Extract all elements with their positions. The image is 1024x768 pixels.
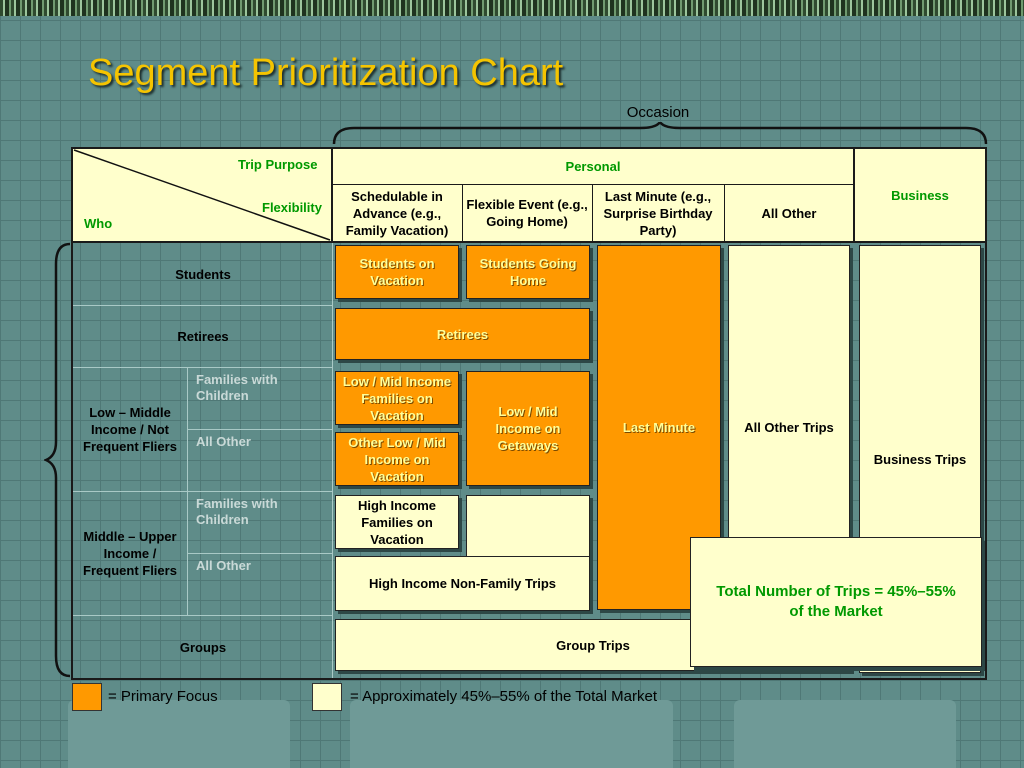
- sub-row-families-low: Families with Children: [196, 372, 278, 403]
- flexibility-label: Flexibility: [262, 200, 322, 215]
- sub-row-families-upper: Families with Children: [196, 496, 278, 527]
- segment-other-low-mid: Other Low / Mid Income on Vacation: [335, 432, 459, 486]
- top-decorative-strip: [0, 0, 1024, 16]
- sub-row-allother-upper: All Other: [196, 558, 251, 573]
- grid-line: [188, 429, 332, 430]
- segment-high-income-nonfamily: High Income Non-Family Trips: [335, 556, 590, 611]
- legend-swatch-orange: [72, 683, 102, 711]
- segment-all-other-trips: All Other Trips: [728, 245, 850, 610]
- legend-swatch-cream: [312, 683, 342, 711]
- total-trips-callout: Total Number of Trips = 45%–55% of the Market: [690, 537, 982, 667]
- header-divider-v: [592, 184, 593, 242]
- row-label-students: Students: [175, 266, 231, 282]
- legend-approx-market: = Approximately 45%–55% of the Total Market: [350, 688, 657, 705]
- row-label-low-middle: Low – Middle Income / Not Frequent Fliers: [83, 404, 177, 454]
- header-business: Business: [854, 148, 986, 242]
- row-label-middle-upper: Middle – Upper Income / Frequent Fliers: [83, 528, 177, 578]
- segment-students-vacation: Students on Vacation: [335, 245, 459, 299]
- occasion-label: Occasion: [626, 104, 690, 121]
- grid-line: [332, 242, 333, 678]
- grid-line: [187, 367, 188, 615]
- segment-last-minute: Last Minute: [597, 245, 721, 610]
- grid-line: [72, 615, 332, 616]
- header-divider-h: [332, 184, 854, 185]
- header-divider-v: [853, 148, 855, 242]
- segment-students-home: Students Going Home: [466, 245, 590, 299]
- header-divider-v: [724, 184, 725, 242]
- header-col-allother: All Other: [724, 184, 854, 242]
- occasion-brace: [330, 122, 990, 146]
- row-label-retirees: Retirees: [177, 328, 229, 344]
- sub-row-allother-low: All Other: [196, 434, 251, 449]
- segment-low-mid-families: Low / Mid Income Families on Vacation: [335, 371, 459, 425]
- legend-primary-focus: = Primary Focus: [108, 688, 218, 705]
- row-label-groups: Groups: [179, 639, 227, 655]
- header-col-flexible: Flexible Event (e.g., Going Home): [462, 184, 592, 242]
- header-col-lastminute: Last Minute (e.g., Surprise Birthday Party): [592, 184, 724, 242]
- header-divider-v: [331, 148, 333, 242]
- who-label: Who: [84, 216, 113, 231]
- header-personal: Personal: [332, 148, 854, 184]
- segment-low-mid-getaways: Low / Mid Income on Getaways: [466, 371, 590, 486]
- segment-retirees: Retirees: [335, 308, 590, 360]
- segment-group-trips: Group Trips: [335, 619, 851, 671]
- header-divider: [72, 241, 986, 243]
- demographics-brace: [44, 242, 72, 678]
- grid-line: [188, 553, 332, 554]
- trip-purpose-label: Trip Purpose: [238, 157, 318, 172]
- segment-high-income-families: High Income Families on Vacation: [335, 495, 459, 549]
- header-col-schedulable: Schedulable in Advance (e.g., Family Vacation): [332, 184, 462, 242]
- bottom-tab: [734, 700, 956, 768]
- bottom-tab: [350, 700, 673, 768]
- page-title: Segment Prioritization Chart: [88, 52, 564, 94]
- header-divider-v: [462, 184, 463, 242]
- segment-business-trips: Business Trips: [859, 245, 981, 673]
